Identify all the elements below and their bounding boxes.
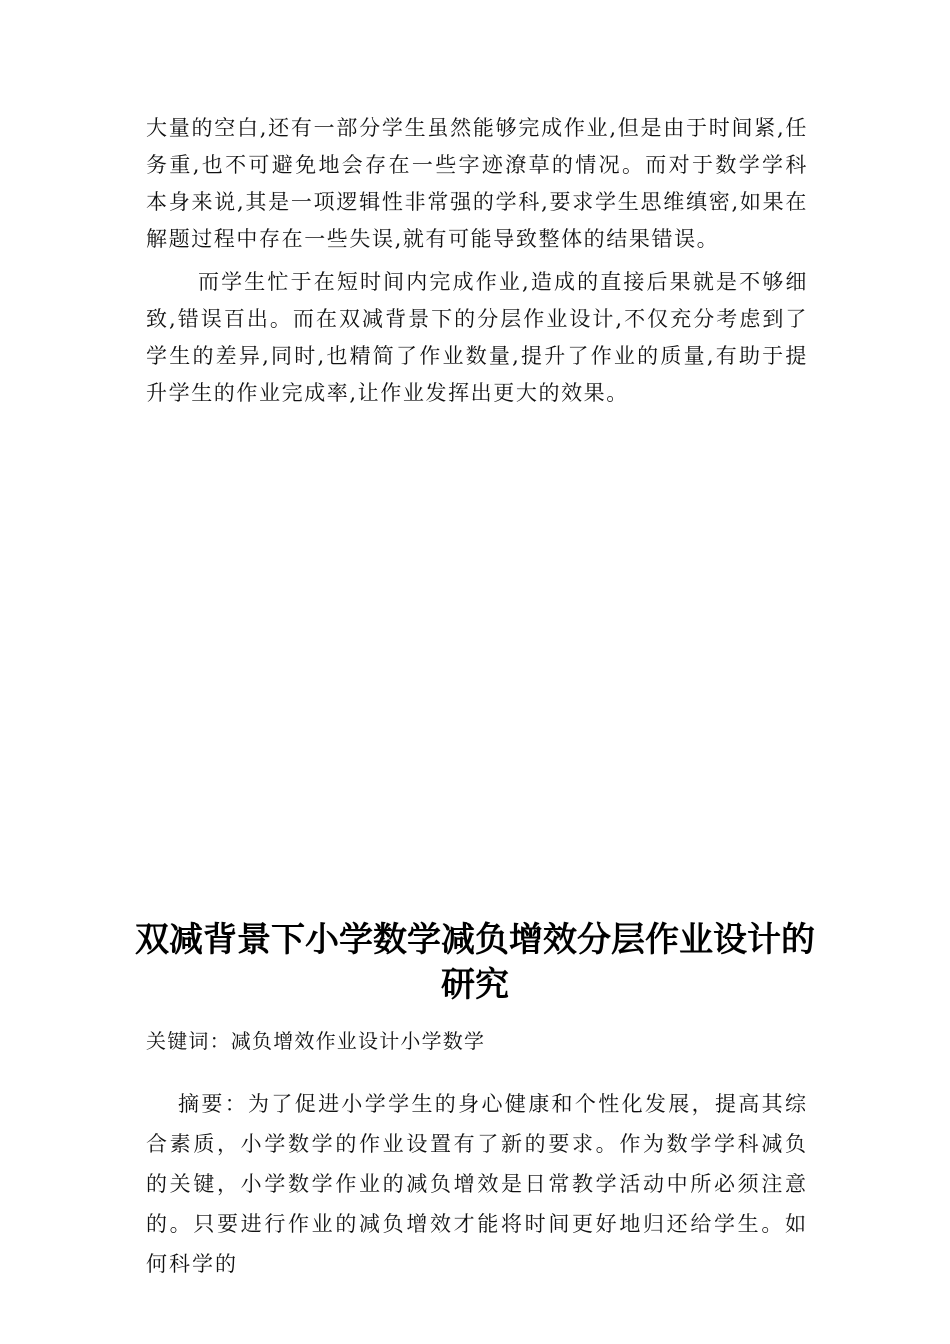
body-paragraph-1: 大量的空白,还有一部分学生虽然能够完成作业,但是由于时间紧,任务重,也不可避免地会存在一些字迹潦草的情况。而对于数学学科本身来说,其是一项逻辑性非常强的学科,要求学生思维缜密,如果在解题过程中存在一些失误,就有可能导致整体的结果错误。	[146, 116, 808, 251]
body-paragraph-2: 而学生忙于在短时间内完成作业,造成的直接后果就是不够细致,错误百出。而在双减背景下的分层作业设计,不仅充分考虑到了学生的差异,同时,也精简了作业数量,提升了作业的质量,有助于提升学生的作业完成率,让作业发挥出更大的效果。	[146, 270, 808, 405]
article-title: 双减背景下小学数学减负增效分层作业设计的研究	[135, 920, 815, 1005]
keywords-line: 关键词：减负增效作业设计小学数学	[146, 1029, 486, 1053]
abstract-paragraph: 摘要：为了促进小学学生的身心健康和个性化发展，提高其综合素质，小学数学的作业设置有了新的要求。作为数学学科减负的关键，小学数学作业的减负增效是日常教学活动中所必须注意的。只要进行作业的减负增效才能将时间更好地归还给学生。如何科学的	[146, 1092, 808, 1276]
